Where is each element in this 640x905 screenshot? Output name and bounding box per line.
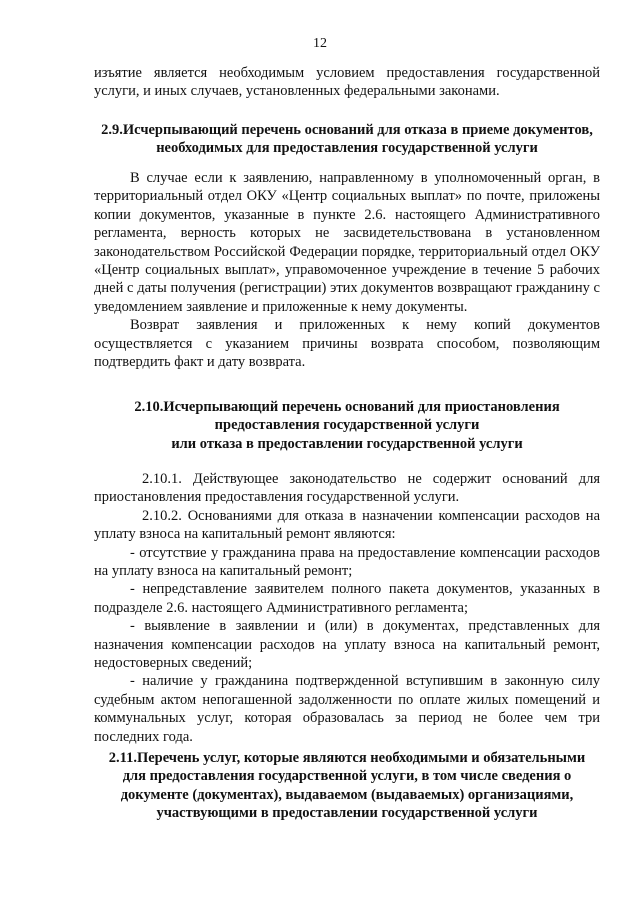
refusal-ground-2: - непредставление заявителем полного пакета документов, указанных в подразделе 2.6. настоящего Административного регламента;: [94, 581, 600, 616]
section-2-10-2-paragraph: 2.10.2. Основаниями для отказа в назначении компенсации расходов на уплату взноса на капитальный ремонт являются:: [94, 507, 600, 543]
refusal-ground-3: - выявление в заявлении и (или) в документах, представленных для назначения компенсации расходов на уплату взноса на капитальный ремонт, недостоверных сведений;: [94, 618, 600, 672]
section-2-9-paragraph-2: Возврат заявления и приложенных к нему копий документов осуществляется с указанием причины возврата способом, позволяющим подтвердить факт и дату возврата.: [94, 317, 600, 371]
section-2-9-body: [94, 169, 600, 371]
section-2-10-heading-line-1: 2.10.Исчерпывающий перечень оснований для приостановления: [134, 399, 560, 415]
intro-text: изъятие является необходимым условием предоставления государственной услуги, и иных случаев, установленных федеральными законами.: [94, 65, 600, 100]
section-2-10-heading: [94, 398, 600, 453]
section-2-9-heading: 2.9.Исчерпывающий перечень оснований для отказа в приеме документов, необходимых для предоставления государственной услуги: [101, 122, 593, 157]
page-number: 12: [313, 36, 327, 51]
intro-paragraph: [94, 64, 600, 101]
section-2-9-paragraph-1: В случае если к заявлению, направленному в уполномоченный орган, в территориальный отдел ОКУ «Центр социальных выплат» по почте, приложены копии документов, указанные в пункте 2.6. настоящего Административного регламента, верность которых не засвидетельствована в установленном законодательством Российской Федерации порядке, территориальный отдел ОКУ «Центр социальных выплат», управомоченное учреждение в течение 5 рабочих дней с даты получения (регистрации) этих документов возвращают гражданину с уведомлением заявление и приложенные к нему документы.: [94, 170, 600, 315]
section-2-10-heading-line-2: предоставления государственной услуги: [214, 417, 480, 434]
section-2-10-heading-line-3: или отказа в предоставлении государственной услуги: [171, 435, 523, 452]
refusal-ground-4: - наличие у гражданина подтвержденной вступившим в законную силу судебным актом непогашенной задолженности по оплате жилых помещений и коммунальных услуг, которая образовалась за период не более чем три последних года.: [94, 673, 600, 745]
refusal-ground-1: - отсутствие у гражданина права на предоставление компенсации расходов на уплату взноса на капитальный ремонт;: [94, 544, 600, 580]
section-2-10-1-paragraph: 2.10.1. Действующее законодательство не содержит оснований для приостановления предоставления государственной услуги.: [94, 471, 600, 506]
section-2-11-heading: 2.11.Перечень услуг, которые являются необходимыми и обязательными для предоставления государственной услуги, в том числе сведения о документе (документах), выдаваемом (выдаваемых) организациями, участвующими в предоставлении государственной услуги: [108, 750, 586, 822]
section-2-10-body: [94, 470, 600, 746]
